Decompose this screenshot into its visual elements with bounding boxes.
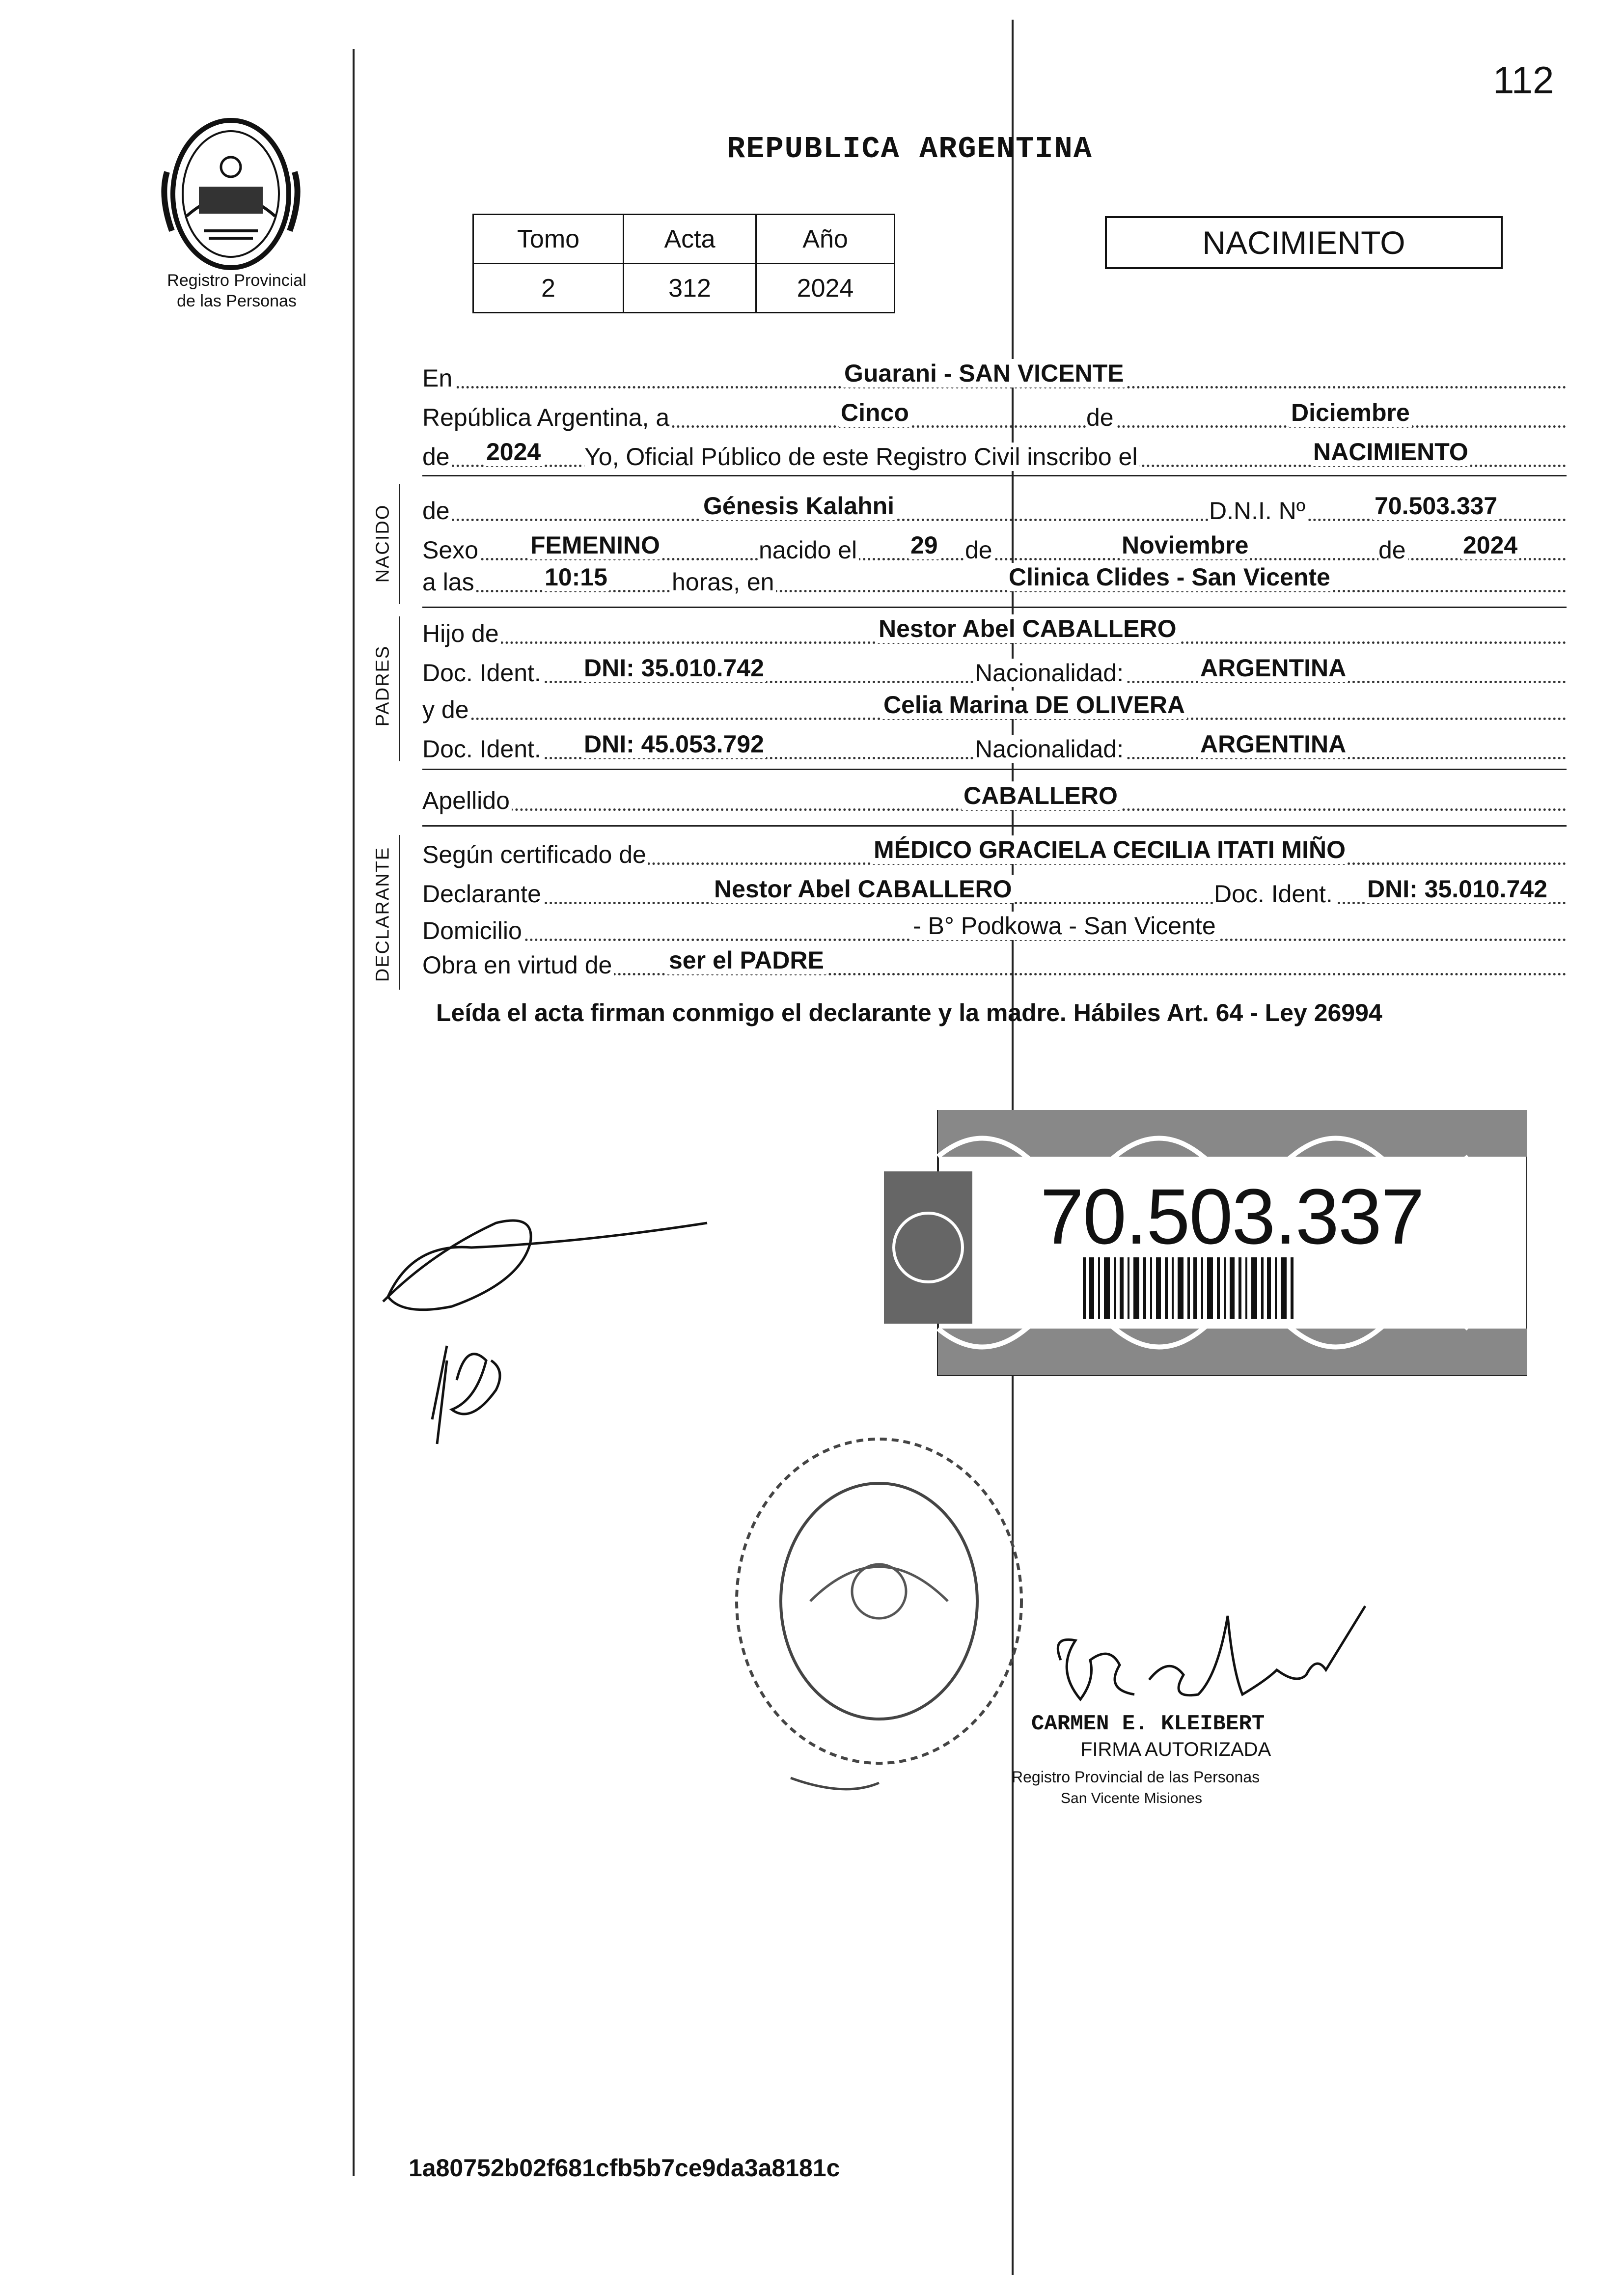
group-label-declarante: DECLARANTE (372, 846, 393, 982)
label-a-las: a las (422, 568, 476, 596)
line-address (422, 914, 1567, 943)
line-father-doc (422, 656, 1567, 685)
group-bar-declarante (399, 835, 400, 990)
issuer-caption (143, 270, 330, 311)
label-nationality-father: Nacionalidad: (975, 659, 1126, 687)
signatory-name: CARMEN E. KLEIBERT (1031, 1712, 1265, 1736)
line-reason (422, 948, 1567, 977)
page-number: 112 (1493, 58, 1554, 102)
line-mother (422, 693, 1567, 722)
authorized-signature (1021, 1601, 1395, 1729)
value-mother-nationality: ARGENTINA (1198, 730, 1348, 758)
label-nationality-mother: Nacionalidad: (975, 735, 1126, 763)
line-surname (422, 783, 1567, 813)
value-surname: CABALLERO (962, 781, 1120, 810)
value-sex: FEMENINO (528, 531, 662, 559)
header-acta: Acta (624, 215, 756, 264)
line-certificate (422, 837, 1567, 867)
line-father (422, 616, 1567, 646)
separator (422, 475, 1567, 476)
value-acta: 312 (624, 264, 756, 313)
label-dni: D.N.I. Nº (1209, 497, 1307, 525)
label-de-month: de (965, 536, 994, 564)
label-domicilio: Domicilio (422, 916, 524, 945)
value-father-doc: DNI: 35.010.742 (582, 654, 766, 682)
value-address: - B° Podkowa - San Vicente (911, 912, 1218, 940)
separator (422, 607, 1567, 608)
group-label-nacido: NACIDO (372, 504, 393, 583)
label-de-1: de (1086, 403, 1116, 432)
record-value-row (473, 264, 895, 313)
issuer-line-1: Registro Provincial (167, 271, 306, 290)
statement-text: Yo, Oficial Público de este Registro Civil inscribo el (584, 443, 1139, 471)
label-de-name: de (422, 497, 452, 525)
label-doc-ident-declarant: Doc. Ident. (1214, 880, 1335, 908)
label-apellido: Apellido (422, 786, 512, 815)
value-birth-place: Clinica Clides - San Vicente (1007, 563, 1332, 591)
label-horas: horas, en (672, 568, 776, 596)
label-de-year: de (1378, 536, 1408, 564)
value-mother-doc: DNI: 45.053.792 (582, 730, 766, 758)
value-declarant-doc: DNI: 35.010.742 (1365, 875, 1549, 903)
label-y-de: y de (422, 695, 471, 724)
signatory-org: Registro Provincial de las Personas (1012, 1768, 1260, 1786)
margin-line (353, 49, 355, 2176)
value-father-nationality: ARGENTINA (1198, 654, 1348, 682)
separator (422, 825, 1567, 827)
value-time: 10:15 (543, 563, 609, 591)
issuer-line-2: de las Personas (177, 292, 297, 310)
record-header-row (473, 215, 895, 264)
label-hijo-de: Hijo de (422, 619, 501, 648)
value-father: Nestor Abel CABALLERO (877, 614, 1179, 643)
line-sex (422, 533, 1567, 562)
label-obra: Obra en virtud de (422, 951, 614, 979)
header-tomo: Tomo (473, 215, 624, 264)
value-dni: 70.503.337 (1373, 492, 1499, 520)
value-birth-year: 2024 (1461, 531, 1519, 559)
declarant-signature (373, 1213, 717, 1488)
label-doc-ident-father: Doc. Ident. (422, 659, 543, 687)
value-month: Diciembre (1289, 398, 1412, 427)
line-time-place (422, 565, 1567, 594)
label-republica: República Argentina, a (422, 403, 671, 432)
value-mother: Celia Marina DE OLIVERA (881, 691, 1187, 719)
line-statement (422, 440, 1567, 469)
label-de-2: de (422, 443, 452, 471)
label-certificado: Según certificado de (422, 840, 648, 869)
line-declarant (422, 877, 1567, 906)
closing-statement: Leída el acta firman conmigo el declarante y la madre. Hábiles Art. 64 - Ley 26994 (436, 999, 1382, 1027)
value-certificate: MÉDICO GRACIELA CECILIA ITATI MIÑO (872, 835, 1348, 864)
label-declarante: Declarante (422, 880, 543, 908)
value-day: Cinco (839, 398, 911, 427)
value-event: NACIMIENTO (1311, 438, 1470, 466)
group-bar-nacido (399, 484, 400, 604)
document-type-box: NACIMIENTO (1105, 216, 1503, 269)
line-place (422, 361, 1567, 390)
group-label-padres: PADRES (372, 645, 393, 727)
official-seal (717, 1395, 1031, 1861)
record-table (472, 214, 895, 313)
value-birth-month: Noviembre (1120, 531, 1250, 559)
value-name: Génesis Kalahni (701, 492, 896, 520)
label-doc-ident-mother: Doc. Ident. (422, 735, 543, 763)
line-name (422, 494, 1567, 523)
value-tomo: 2 (473, 264, 624, 313)
signatory-place: San Vicente Misiones (1061, 1790, 1202, 1806)
line-mother-doc (422, 732, 1567, 761)
value-anio: 2024 (756, 264, 895, 313)
sticker-number: 70.503.337 (1040, 1172, 1424, 1260)
value-place: Guarani - SAN VICENTE (842, 359, 1126, 388)
value-year: 2024 (484, 438, 543, 466)
document-title: REPUBLICA ARGENTINA (727, 132, 1093, 166)
group-bar-padres (399, 616, 400, 761)
signatory-role: FIRMA AUTORIZADA (1080, 1739, 1271, 1760)
label-nacido-el: nacido el (759, 536, 859, 564)
province-coat-of-arms (157, 113, 304, 275)
value-declarant: Nestor Abel CABALLERO (712, 875, 1014, 903)
document-hash: 1a80752b02f681cfb5b7ce9da3a8181c (409, 2154, 840, 2182)
value-birth-day: 29 (908, 531, 940, 559)
line-date (422, 400, 1567, 430)
separator (422, 769, 1567, 770)
label-sexo: Sexo (422, 536, 480, 564)
value-reason: ser el PADRE (667, 946, 826, 974)
label-en: En (422, 364, 454, 392)
header-anio: Año (756, 215, 895, 264)
